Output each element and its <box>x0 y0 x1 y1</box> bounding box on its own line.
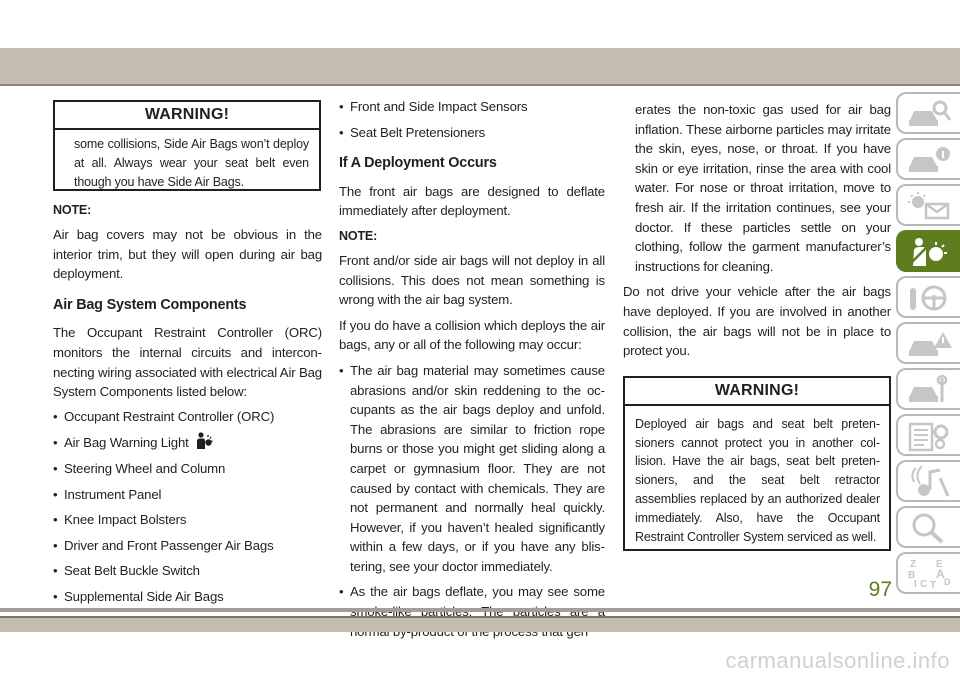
airbag-warning-light-icon <box>194 432 214 450</box>
car-warning-icon <box>906 328 952 360</box>
car-key-icon <box>906 98 952 130</box>
warning-title: WARNING! <box>55 102 319 130</box>
chapter-tab-index[interactable] <box>896 552 960 594</box>
magnifier-icon <box>906 512 952 544</box>
chapter-tab-multimedia[interactable] <box>896 460 960 502</box>
warning-title: WARNING! <box>625 378 889 406</box>
warning-text: some collisions, Side Air Bags won’t deploy at all. Always wear your seat belt even though you have Side Air Bags. <box>74 137 309 189</box>
steering-wheel-icon <box>906 282 952 314</box>
particles-paragraph-continued: erates the non-toxic gas used for air bag inflation. These airborne particles may irritate the skin, eyes, nose, or throat. If you have skin or eye irritation, rinse the area with cool water. For nose or throat irritation, move to fresh air. If the irritation continues, see your doctor. If these particles settle on your clothing, follow the garment manufacturer’s instructions for cleaning. <box>635 102 891 274</box>
warning-box <box>623 376 891 551</box>
collision-paragraph: If you do have a collision which deploys the air bags, any or all of the following may occur: <box>339 317 605 353</box>
list-item: • Steering Wheel and Column <box>53 460 226 476</box>
multimedia-icon <box>906 466 952 498</box>
svg-text:E: E <box>936 559 943 570</box>
chapter-tab-driving[interactable] <box>896 276 960 318</box>
chapter-tab-servicing[interactable] <box>896 368 960 410</box>
index-letters-icon <box>906 557 952 591</box>
warning-box-continued <box>53 100 321 191</box>
svg-text:A: A <box>936 567 945 581</box>
list-item: • Seat Belt Pretensioners <box>339 124 486 140</box>
list-item: • Instrument Panel <box>53 486 162 502</box>
chapter-tab-customer[interactable] <box>896 506 960 548</box>
warning-text: Deployed air bags and seat belt pretensioners cannot protect you in another collision. Have the air bags, seat belt pretensioners, and the seat belt retractor assemblies replaced by an authorized dealer immediately. Also, have the Occupant Restraint Controller System serviced as well. <box>635 416 880 544</box>
bottom-decorative-band <box>0 616 960 632</box>
note-text: Front and/or side air bags will not deploy in all collisions. This does not mean something is wrong with the air bag system. <box>339 252 605 308</box>
column-left <box>53 100 322 613</box>
svg-text:Z: Z <box>910 559 917 570</box>
section-heading-deployment: If A Deployment Occurs <box>339 155 497 172</box>
list-item: • Air Bag Warning Light <box>53 432 322 453</box>
note-text: Air bag covers may not be obvious in the interior trim, but they will open during air bag deployment. <box>53 227 322 282</box>
svg-text:B: B <box>908 570 916 581</box>
dashboard-lights-icon <box>906 190 952 222</box>
column-right <box>623 100 891 551</box>
note-label: NOTE: <box>53 203 92 217</box>
car-wrench-icon <box>906 374 952 406</box>
list-item: • As the air bags deflate, you may see some <box>339 584 605 600</box>
list-item: • Supplemental Side Air Bags <box>53 588 224 604</box>
note-label: NOTE: <box>339 228 378 243</box>
section-heading-components: Air Bag System Components <box>53 296 247 313</box>
list-item: • The air bag material may sometimes cause abrasions and/or skin reddening to the occupants as the air bags deploy and unfold. The abrasions are similar to friction rope burns or those you might get sliding along a carpet or gymnasium floor. They are not caused by contact with chemicals. They are not permanent and normally heal quickly. However, if you haven’t healed significantly within a few days, or if you have any blistering, see your doctor immediately. <box>339 362 605 574</box>
maintenance-list-icon <box>906 420 952 452</box>
svg-text:I: I <box>914 579 917 590</box>
chapter-tab-safety[interactable] <box>896 230 960 272</box>
top-decorative-band <box>0 48 960 86</box>
chapter-tab-car-info[interactable] <box>896 138 960 180</box>
chapter-tab-car-key[interactable] <box>896 92 960 134</box>
do-not-drive-paragraph: Do not drive your vehicle after the air bags have deployed. If you are involved in another collision, the air bags will not be in place to protect you. <box>623 284 891 359</box>
svg-text:C: C <box>920 579 928 590</box>
list-item: • Knee Impact Bolsters <box>53 512 187 528</box>
bottom-rule <box>0 608 960 612</box>
svg-text:D: D <box>944 577 951 587</box>
car-info-icon <box>906 144 952 176</box>
list-item: • Driver and Front Passenger Air Bags <box>53 537 274 553</box>
watermark: carmanualsonline.info <box>725 648 950 673</box>
components-intro: The Occupant Restraint Controller (ORC) monitors the internal circuits and interconnecting wiring associated with electrical Air Bag System Components listed below: <box>53 325 322 400</box>
chapter-tab-emergency[interactable] <box>896 322 960 364</box>
svg-text:T: T <box>930 580 937 591</box>
chapter-tab-dashboard[interactable] <box>896 184 960 226</box>
chapter-tab-specs[interactable] <box>896 414 960 456</box>
deflate-paragraph: The front air bags are designed to deflate immediately after deployment. <box>339 183 605 219</box>
seatbelt-airbag-icon <box>906 236 952 268</box>
list-item: • Seat Belt Buckle Switch <box>53 563 200 579</box>
page-number: 97 <box>868 578 892 601</box>
list-item: • Front and Side Impact Sensors <box>339 99 528 114</box>
column-middle <box>339 97 605 647</box>
list-item: • Occupant Restraint Controller (ORC) <box>53 408 275 424</box>
